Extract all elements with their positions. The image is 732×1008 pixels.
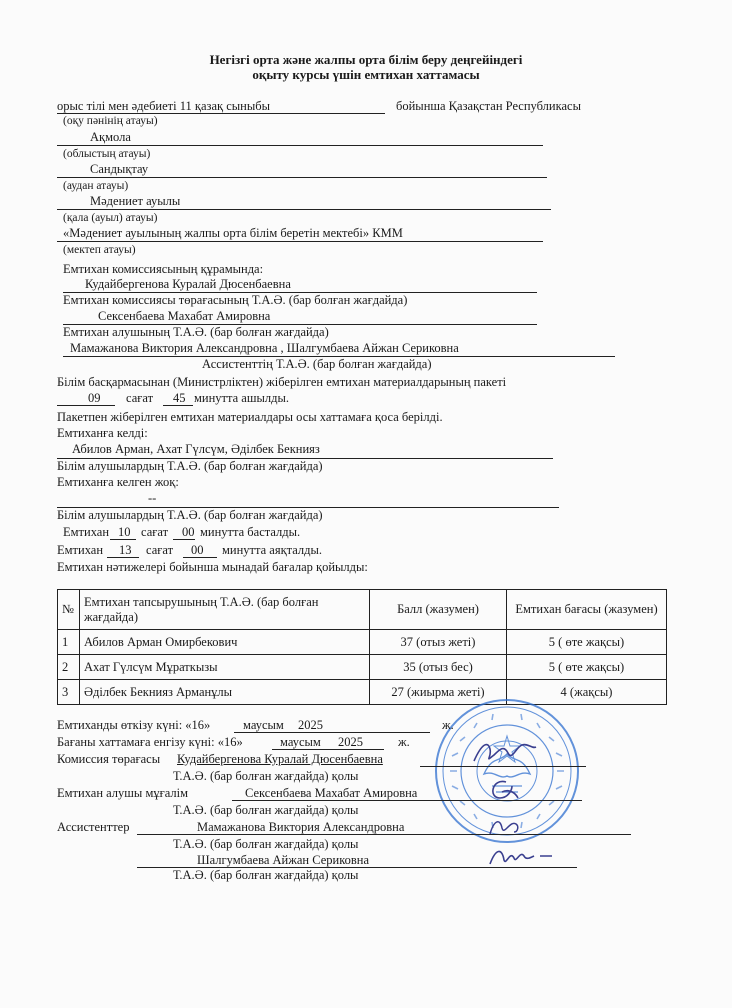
row-grade: 5 ( өте жақсы) (507, 630, 667, 655)
entry-date-underline (272, 749, 384, 750)
exam-date-prefix: Емтиханды өткізу күні: «16» (57, 718, 211, 732)
chair-sign-label: Комиссия төрағасы (57, 752, 161, 766)
row-number: 2 (58, 655, 80, 680)
packet-attached: Пакетпен жіберілген емтихан материалдары осы хаттамаға қоса берілді. (57, 410, 443, 424)
exam-date-year: 2025 (298, 718, 323, 732)
school-value: «Мәдениет ауылының жалпы орта білім беретін мектебі» КММ (63, 226, 403, 240)
commission-chair-caption: Емтихан комиссиясы төрағасының Т.А.Ә. (бар болған жағдайда) (63, 293, 408, 307)
start-prefix: Емтихан (63, 525, 110, 539)
village-underline (57, 209, 551, 210)
subject-suffix: бойынша Қазақстан Республикасы (396, 99, 581, 113)
row-score: 37 (отыз жеті) (370, 630, 507, 655)
assistants-sign-label: Ассистенттер (57, 820, 130, 834)
packet-minute-word: минутта ашылды. (194, 391, 289, 405)
results-table (57, 589, 667, 705)
start-hour: 10 (118, 525, 131, 539)
results-heading: Емтихан нәтижелері бойынша мынадай бағалар қойылды: (57, 560, 368, 574)
row-name: Абилов Арман Омирбекович (80, 630, 370, 655)
entry-date-year: 2025 (338, 735, 363, 749)
end-minute-underline (183, 557, 217, 558)
region-underline (57, 145, 543, 146)
examiner-sign-name: Сексенбаева Махабат Амировна (245, 786, 418, 800)
commission-heading: Емтихан комиссиясының құрамында: (63, 262, 264, 276)
start-hour-underline (110, 539, 136, 540)
assistant2-sign-caption: Т.А.Ә. (бар болған жағдайда) қолы (173, 868, 359, 882)
packet-minute-underline (163, 405, 193, 406)
row-score: 35 (отыз бес) (370, 655, 507, 680)
examiner-sign-caption: Т.А.Ә. (бар болған жағдайда) қолы (173, 803, 359, 817)
end-minute: 00 (191, 543, 204, 557)
assistant1-sign-line (137, 834, 631, 835)
subject-caption: (оқу пәнінің атауы) (63, 115, 158, 127)
village-value: Мәдениет ауылы (90, 194, 181, 208)
entry-date-prefix: Бағаны хаттамаға енгізу күні: «16» (57, 735, 243, 749)
commission-chair-name: Кудайбергенова Куралай Дюсенбаевна (85, 277, 291, 291)
end-prefix: Емтихан (57, 543, 104, 557)
row-grade: 5 ( өте жақсы) (507, 655, 667, 680)
start-hour-word: сағат (141, 525, 169, 539)
assistant1-sign-caption: Т.А.Ә. (бар болған жағдайда) қолы (173, 837, 359, 851)
end-suffix: минутта аяқталды. (222, 543, 323, 557)
table-row (58, 630, 667, 655)
assistant1-signature (486, 814, 522, 840)
table-row (58, 655, 667, 680)
absent-caption: Білім алушылардың Т.А.Ә. (бар болған жағдайда) (57, 508, 323, 522)
header-name: Емтихан тапсырушының Т.А.Ә. (бар болған жағдайда) (80, 590, 370, 630)
chair-sign-name: Кудайбергенова Куралай Дюсенбаевна (177, 752, 383, 766)
packet-hour: 09 (88, 391, 101, 405)
commission-assistants-name: Мамажанова Виктория Александровна , Шалгумбаева Айжан Сериковна (70, 341, 459, 355)
examiner-sign-line (232, 800, 582, 801)
district-caption: (аудан атауы) (63, 180, 129, 192)
header-score: Балл (жазумен) (370, 590, 507, 630)
commission-assistants-caption: Ассистенттің Т.А.Ә. (бар болған жағдайда) (202, 357, 432, 371)
exam-date-suffix: ж. (442, 718, 454, 732)
attended-names: Абилов Арман, Ахат Гүлсүм, Әділбек Бекнияз (72, 442, 320, 456)
absent-names: -- (148, 491, 157, 505)
district-underline (57, 177, 547, 178)
chair-sign-caption: Т.А.Ә. (бар болған жағдайда) қолы (173, 769, 359, 783)
assistant2-sign-name: Шалгумбаева Айжан Сериковна (197, 853, 370, 867)
absent-heading: Емтиханға келген жоқ: (57, 475, 179, 489)
row-score: 27 (жиырма жеті) (370, 680, 507, 705)
examiner-sign-label: Емтихан алушы мұғалім (57, 786, 189, 800)
end-hour-underline (107, 557, 139, 558)
region-value: Ақмола (90, 130, 131, 144)
packet-hour-word: сағат (126, 391, 154, 405)
start-minute-underline (173, 539, 195, 540)
entry-date-month: маусым (280, 735, 321, 749)
commission-examiner-name: Сексенбаева Махабат Амировна (98, 309, 271, 323)
end-hour: 13 (119, 543, 132, 557)
header-number: № (58, 590, 80, 630)
end-hour-word: сағат (146, 543, 174, 557)
header-grade: Емтихан бағасы (жазумен) (507, 590, 667, 630)
row-number: 3 (58, 680, 80, 705)
region-caption: (облыстың атауы) (63, 148, 151, 160)
subject-value: орыс тілі мен әдебиеті 11 қазақ сыныбы (57, 99, 270, 113)
document-title-line2: оқыту курсы үшін емтихан хаттамасы (252, 67, 480, 82)
packet-minute: 45 (173, 391, 186, 405)
assistant2-signature (486, 844, 556, 870)
row-name: Әділбек Бекнияз Арманұлы (80, 680, 370, 705)
examiner-signature (482, 776, 522, 806)
exam-date-underline (234, 732, 430, 733)
attended-heading: Емтиханға келді: (57, 426, 148, 440)
packet-line1: Білім басқармасынан (Министрліктен) жіберілген емтихан материалдарының пакеті (57, 375, 507, 389)
chair-signature (470, 735, 540, 769)
assistant1-sign-name: Мамажанова Виктория Александровна (197, 820, 405, 834)
commission-examiner-caption: Емтихан алушының Т.А.Ә. (бар болған жағдайда) (63, 325, 329, 339)
start-suffix: минутта басталды. (200, 525, 301, 539)
exam-date-month: маусым (243, 718, 284, 732)
school-caption: (мектеп атауы) (63, 244, 136, 256)
row-name: Ахат Гүлсүм Мұраткызы (80, 655, 370, 680)
village-caption: (қала (ауыл) атауы) (63, 212, 158, 224)
district-value: Сандықтау (90, 162, 149, 176)
row-number: 1 (58, 630, 80, 655)
packet-hour-underline (57, 405, 115, 406)
attended-caption: Білім алушылардың Т.А.Ә. (бар болған жағдайда) (57, 459, 323, 473)
document-title-line1: Негізгі орта және жалпы орта білім беру деңгейіндегі (209, 52, 523, 67)
row-grade: 4 (жақсы) (507, 680, 667, 705)
school-underline (57, 241, 543, 242)
start-minute: 00 (182, 525, 195, 539)
table-header-row (58, 590, 667, 630)
entry-date-suffix: ж. (398, 735, 410, 749)
